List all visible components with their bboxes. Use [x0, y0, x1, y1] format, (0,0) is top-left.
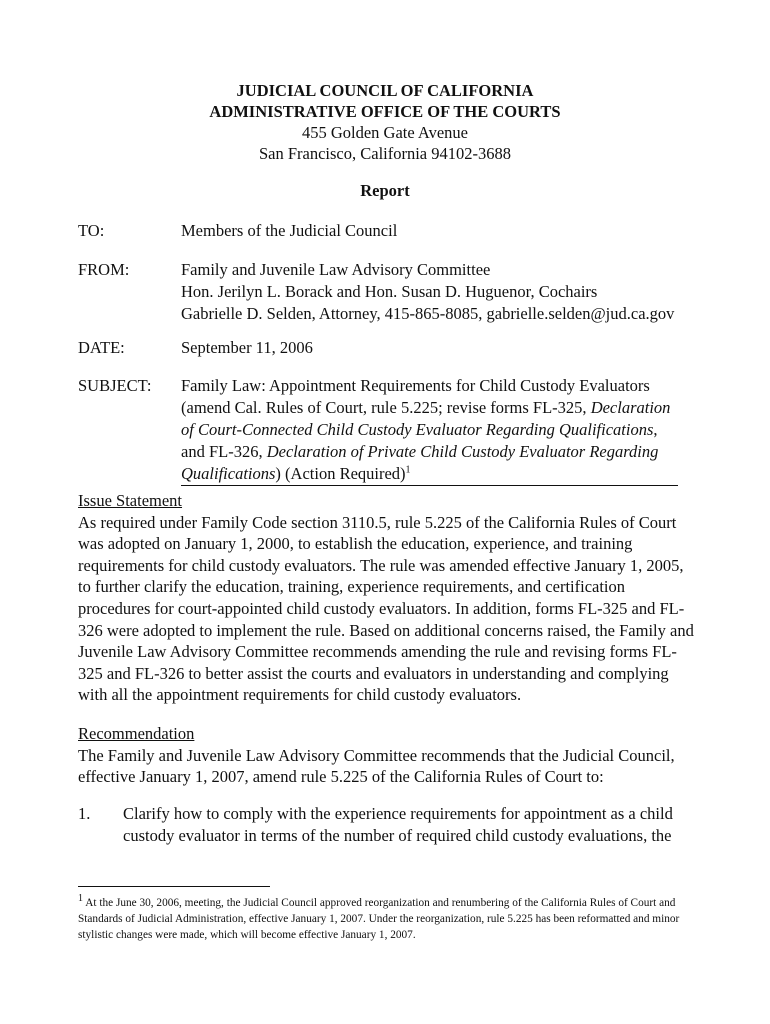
footnote: [78, 895, 688, 943]
memo-subject: [78, 375, 698, 486]
subject-line: Family Law: Appointment Requirements for Child Custody Evaluators: [181, 376, 650, 395]
from-cochairs: Hon. Jerilyn L. Borack and Hon. Susan D. Huguenor, Cochairs: [181, 282, 598, 301]
list-item-text: Clarify how to comply with the experience requirements for appointment as a child custody evaluator in terms of the number of required child custody evaluations, the: [123, 804, 673, 845]
footnote-divider: [78, 886, 270, 887]
recommendation-body: The Family and Juvenile Law Advisory Committee recommends that the Judicial Council, effective January 1, 2007, amend rule 5.225 of the California Rules of Court to:: [78, 745, 675, 787]
to-value: Members of the Judicial Council: [181, 221, 398, 240]
recommendation-heading: Recommendation: [78, 724, 195, 743]
office-name: ADMINISTRATIVE OFFICE OF THE COURTS: [209, 102, 561, 121]
subject-text: [181, 375, 698, 486]
memo-date: [78, 337, 698, 359]
list-item-number: 1.: [78, 804, 91, 823]
subject-line: and FL-326,: [181, 442, 267, 461]
issue-statement-body: As required under Family Code section 3110.5, rule 5.225 of the California Rules of Court was adopted on January 1, 2000, to establish the education, experience, and training requirements for child custody evaluators. The rule was amended effective January 1, 2005, to further clarify the education, training, experience requirements, and certification procedures for court-appointed child custody evaluators. In addition, forms FL-325 and FL-326 were adopted to implement the rule. Based on additional concerns raised, the Family and Juvenile Law Advisory Committee recommends amending the rule and revising forms FL-325 and FL-326 to better assist the courts and evaluators in understanding and complying with all the appointment requirements for child custody evaluators.: [78, 512, 694, 705]
address-city: San Francisco, California 94102-3688: [258, 144, 512, 163]
to-label: TO:: [78, 221, 105, 240]
subject-form-title: Declaration of Private Child Custody Evaluator Regarding: [266, 442, 659, 461]
from-committee: Family and Juvenile Law Advisory Committee: [181, 260, 491, 279]
date-value: September 11, 2006: [181, 338, 313, 357]
org-name: JUDICIAL COUNCIL OF CALIFORNIA: [236, 81, 534, 100]
subject-form-title: Declaration: [590, 398, 671, 417]
from-label: FROM:: [78, 260, 130, 279]
memo-from: [78, 259, 698, 325]
issue-statement-section: [78, 490, 698, 706]
subject-line: ) (Action Required): [275, 464, 406, 483]
subject-form-title: Qualifications: [181, 464, 276, 483]
address-street: 455 Golden Gate Avenue: [301, 123, 469, 142]
footnote-text: At the June 30, 2006, meeting, the Judicial Council approved reorganization and renumbering of the California Rules of Court and Standards of Judicial Administration, effective January 1, 2007. Under the reorganization, rule 5.225 has been reformatted and minor stylistic changes were made, which will become effective January 1, 2007.: [78, 897, 680, 941]
from-contact: Gabrielle D. Selden, Attorney, 415-865-8085, gabrielle.selden@jud.ca.gov: [181, 304, 675, 323]
subject-form-title: of Court-Connected Child Custody Evaluator Regarding Qualifications: [181, 420, 654, 439]
recommendation-section: [78, 723, 698, 788]
subject-label: SUBJECT:: [78, 376, 152, 395]
subject-line: ,: [653, 420, 658, 439]
issue-statement-heading: Issue Statement: [78, 491, 183, 510]
letterhead: [0, 80, 770, 164]
recommendation-list-item: [78, 803, 698, 846]
document-type: Report: [360, 181, 410, 200]
footnote-reference: 1: [405, 464, 411, 476]
date-label: DATE:: [78, 338, 125, 357]
memo-to: [78, 220, 698, 242]
footnote-number: 1: [78, 893, 83, 905]
subject-line: (amend Cal. Rules of Court, rule 5.225; revise forms FL-325,: [181, 398, 591, 417]
